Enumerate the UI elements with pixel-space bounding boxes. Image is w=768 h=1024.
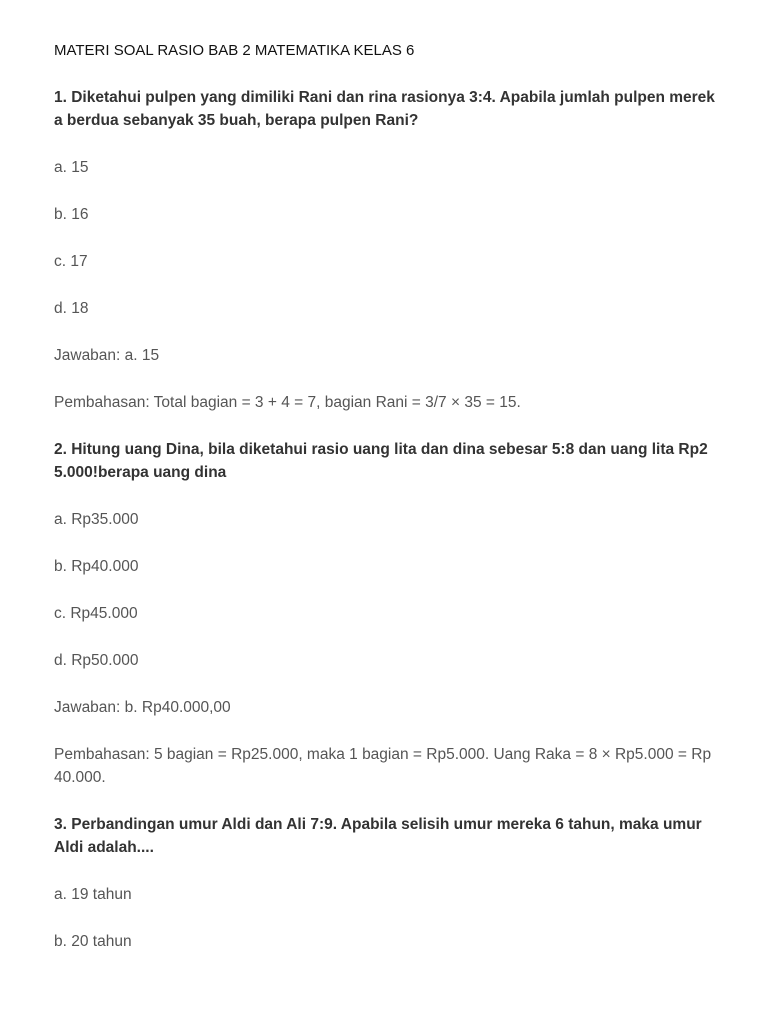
q2-option-d: d. Rp50.000	[54, 652, 139, 669]
q2-option-b: b. Rp40.000	[54, 558, 139, 575]
q3-option-a: a. 19 tahun	[54, 886, 132, 903]
q2-option-c: c. Rp45.000	[54, 605, 138, 622]
question-1: 1. Diketahui pulpen yang dimiliki Rani dan rina rasionya 3:4. Apabila jumlah pulpen mereka berdua sebanyak 35 buah, berapa pulpen Rani?	[54, 89, 715, 129]
q1-option-c: c. 17	[54, 253, 88, 270]
document-page	[54, 41, 716, 977]
document-title: MATERI SOAL RASIO BAB 2 MATEMATIKA KELAS 6	[54, 42, 415, 59]
q1-option-b: b. 16	[54, 206, 89, 223]
q2-option-a: a. Rp35.000	[54, 511, 139, 528]
question-2: 2. Hitung uang Dina, bila diketahui rasio uang lita dan dina sebesar 5:8 dan uang lita Rp25.000!berapa uang dina	[54, 441, 708, 481]
question-3: 3. Perbandingan umur Aldi dan Ali 7:9. Apabila selisih umur mereka 6 tahun, maka umur Aldi adalah....	[54, 816, 702, 856]
q1-explanation: Pembahasan: Total bagian = 3 + 4 = 7, bagian Rani = 3/7 × 35 = 15.	[54, 394, 521, 411]
q1-answer: Jawaban: a. 15	[54, 347, 160, 364]
q1-option-d: d. 18	[54, 300, 89, 317]
q1-option-a: a. 15	[54, 159, 89, 176]
q2-explanation: Pembahasan: 5 bagian = Rp25.000, maka 1 bagian = Rp5.000. Uang Raka = 8 × Rp5.000 = Rp40.000.	[54, 746, 712, 786]
q3-option-b: b. 20 tahun	[54, 933, 132, 950]
q2-answer: Jawaban: b. Rp40.000,00	[54, 699, 231, 716]
